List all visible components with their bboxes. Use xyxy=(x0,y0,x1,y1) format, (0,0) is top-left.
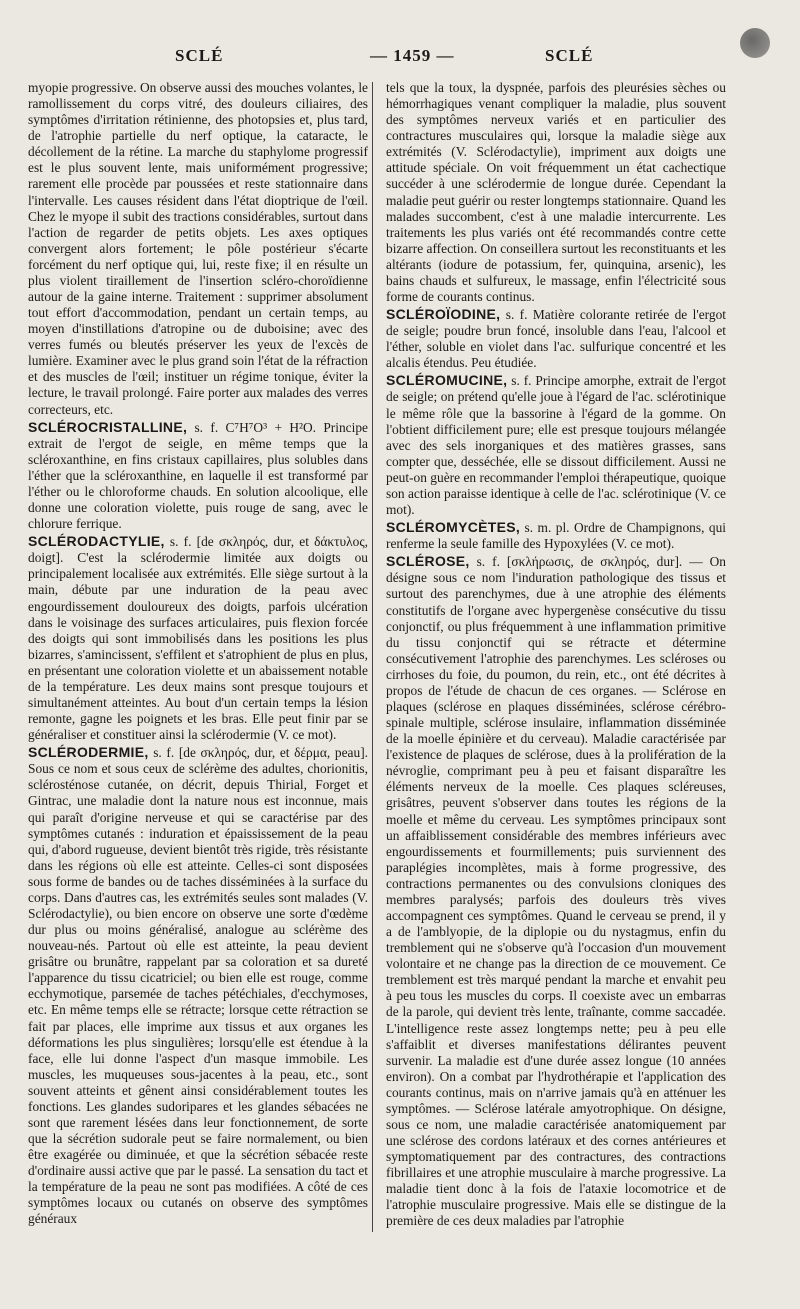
entry-headword: SCLÉROCRISTALLINE, xyxy=(28,418,188,435)
entry-text: s. f. Principe amorphe, extrait de l'ergot de seigle; on prétend qu'elle joue à l'égard de l'ac. sclérotinique le même rôle que la bassorine à l'égard de la gomme. On l'obtient difficilement pure; elle est presque toujours mélangée avec des sels inorganiques et des matières grasses, sans compter que, desséchée, elle se dissout difficilement. Aussi ne peut-on guère en recommander l'emploi thérapeutique, quoique son action paraisse identique à celle de l'ac. sclérotinique (V. ce mot). xyxy=(386,373,726,518)
entry-headword: SCLÉRODACTYLIE, xyxy=(28,533,165,550)
entry-headword: SCLÉROMYCÈTES, xyxy=(386,519,521,536)
paragraph-myopie xyxy=(28,80,368,418)
entry-headword: SCLÉROMUCINE, xyxy=(386,372,508,389)
entry-sclerocristalline xyxy=(28,419,368,533)
entry-sclerodactylie xyxy=(28,533,368,743)
entry-text: tels que la toux, la dyspnée, parfois des pleurésies sèches ou hémorrhagiques venant compliquer la maladie, plus souvent des symptômes nerveux variés et en particulier des contractures musculaires qui, lorsque la maladie siège aux extrémités (V. Sclérodactylie), impriment aux doigts une attitude spéciale. On voit fréquemment un état cachectique succéder à une sclérodermie de longue durée. Cependant la maladie peut guérir ou rester longtemps stationnaire. Quand les malades succombent, c'est à une maladie intercurrente. Les traitements les plus variés ont été recommandés contre cette bizarre affection. On conseillera surtout les reconstituants et les altérants (iodure de potassium, fer, quinquina, arsenic), les bains chauds et sulfureux, le massage, enfin l'électricité sous forme de courants continus. xyxy=(386,80,726,305)
column-divider xyxy=(372,82,373,1232)
entry-scleroiodine xyxy=(386,306,726,371)
header-right-word: SCLÉ xyxy=(545,46,594,65)
entry-headword: SCLÉROÏODINE, xyxy=(386,306,501,323)
paragraph-sclerodermie-cont xyxy=(386,80,726,305)
header-left-word: SCLÉ xyxy=(175,46,224,65)
entry-text: s. f. [de σκληρός, dur, et δάκτυλος, doigt]. C'est la sclérodermie limitée aux doigts ou principalement localisée aux extrémités. Elle siège surtout à la main, débute par une induration de la peau avec engourdissement douloureux des doigts, parfois ulcération dans le voisinage des surfaces articulaires, puis flexion forcée des doigts qui sont immobilisés dans les positions les plus bizarres, s'amincissent, s'effilent et s'atrophient de plus en plus, en présentant une coloration violette et un abaissement notable de la température. Les deux mains sont presque toujours et simultanément atteintes. Au bout d'un certain temps la lésion remonte, gagne les poignets et les bras. Elle peut finir par se généraliser et constituer ainsi la sclérodermie (V. ce mot). xyxy=(28,534,368,743)
entry-text: s. f. [de σκληρός, dur, et δέρμα, peau]. Sous ce nom et sous ceux de sclérème des adultes, chorionitis, sclérosténose cutanée, on décrit, depuis Thirial, Forget et Gintrac, une maladie dont la nature nous est inconnue, mais qui paraît d'origine nerveuse et qui se caractérise par des symptômes cutanés : induration et épaississement de la peau qui, d'abord rugueuse, devient bientôt très rigide, très résistante dans les régions où elle est atteinte. Celles-ci sont disposées sous forme de bandes ou de taches disséminées à la surface du corps. Dans d'autres cas, les extrémités seules sont malades (V. Sclérodactylie), ou bien encore on observe une sorte d'œdème dur plus ou moins généralisé, analogue au sclérème des nouveau-nés. Partout où elle est atteinte, la peau devient grisâtre ou brunâtre, rappelant par sa coloration et sa dureté l'apparence du tissu cicatriciel; ou bien elle est rouge, comme ecchymotique, parsemée de taches pétéchiales, d'ecchymoses, etc. En même temps elle se rétracte; lorsque cette rétraction se fait par places, elle imprime aux tissus et aux organes les déformations les plus singulières; lorsqu'elle est étendue à la face, elle lui donne l'aspect d'un masque immobile. Les muscles, les muqueuses sous-jacentes à la peau, etc., sont souvent atteints et gênent ainsi considérablement toutes les fonctions. Les glandes sudoripares et les glandes sébacées ne sont que rarement lésées dans leur fonctionnement, de sorte que la sécrétion sudorale peut se faire normalement, ou bien être exagérée ou diminuée, et que la sécrétion sébacée reste d'ordinaire aussi active que par le passé. La sensation du tact et la température de la peau ne sont pas modifiées. A côté de ces symptômes locaux ou cutanés on observe des symptômes généraux xyxy=(28,745,368,1227)
entry-sclerose xyxy=(386,553,726,1229)
entry-headword: SCLÉRODERMIE, xyxy=(28,744,149,761)
entry-text: s. f. Matière colorante retirée de l'ergot de seigle; poudre brun foncé, insoluble dans l'eau, l'alcool et l'éther, soluble en violet dans l'ac. sulfurique concentré et les alcalis étendus. Peu étudiée. xyxy=(386,307,726,371)
entry-scleromucine xyxy=(386,372,726,518)
entry-text: s. f. C⁷H⁷O³ + H²O. Principe extrait de l'ergot de seigle, en même temps que la scléroxanthine, en fins cristaux capillaires, plus solubles dans l'éther que la scléroxanthine, en laquelle il est transformé par l'éther ou le chloroforme chauds. En solution alcoolique, elle donne une coloration violette, puis rouge de sang, avec le chlorure ferrique. xyxy=(28,419,368,532)
page-number: — 1459 — xyxy=(370,46,455,65)
entry-text: s. f. [σκλήρωσις, de σκληρός, dur]. — On désigne sous ce nom l'induration pathologique des tissus et surtout des parenchymes, due à une atrophie des éléments constitutifs de l'organe avec hypergenèse consécutive du tissu conjonctif, ou plus fréquemment à une inflammation primitive du tissu conjonctif qui se rétracte et détermine consécutivement l'atrophie des parenchymes. Les scléroses ou cirrhoses du foie, du poumon, du rein, etc., ont été décrites à propos de l'étude de chacun de ces organes. — Sclérose en plaques (sclérose en plaques disséminées, sclérose cérébro-spinale multiple, sclérose insulaire, inflammation disséminée de la moelle épinière et du cerveau). Maladie caractérisée par l'existence de plaques de sclérose, dues à la prolifération de la névroglie, comprimant peu à peu et faisant disparaître les éléments nerveux de la moelle. Ces plaques scléreuses, grisâtres, peuvent s'observer dans toutes les régions de la moelle et même du cerveau. Les symptômes principaux sont un affaiblissement considérable des membres inférieurs avec engourdissements et fourmillements; puis surviennent des paraplégies incomplètes, mais à forme progressive, des contractions permanentes ou des convulsions cloniques des membres paralysés; parfois des douleurs très vives accompagnent ces symptômes. Quand le cerveau se prend, il y a de l'amblyopie, de la diplopie ou du nystagmus, enfin du tremblement qui ne s'observe qu'à l'occasion d'un mouvement volontaire et ne change pas la direction de ce mouvement. Ce tremblement est très marqué pendant la marche et envahit peu à peu tous les muscles du corps. Il coexiste avec un embarras de la parole, qui devient très lente, traînante, comme saccadée. L'intelligence reste assez longtemps nette; peu à peu elle s'affaiblit et diverses manifestations délirantes peuvent survenir. La maladie est d'une durée assez longue (10 années environ). On a combat par l'hydrothérapie et l'application des courants continus, mais on n'arrive jamais qu'à en atténuer les symptômes. — Sclérose latérale amyotrophique. On désigne, sous ce nom, une maladie caractérisée anatomiquement par une sclérose des cordons latéraux et des cornes antérieures et symptomatiquement par des contractures, des contractions fibrillaires et une atrophie musculaire à marche progressive. La maladie tient donc à la fois de l'ataxie locomotrice et de l'atrophie musculaire progressive. Mais elle se distingue de la première de ces deux maladies par l'atrophie xyxy=(386,554,726,1229)
entry-sclerodermie xyxy=(28,744,368,1227)
right-column xyxy=(386,80,726,1230)
entry-headword: SCLÉROSE, xyxy=(386,553,470,570)
running-header xyxy=(0,46,800,76)
entry-scleromycetes xyxy=(386,519,726,552)
entry-text: myopie progressive. On observe aussi des mouches volantes, le ramollissement du corps vitré, des douleurs ciliaires, des symptômes d'irritation rétinienne, des photopsies et, plus tard, de l'atrophie partielle du nerf optique, la cataracte, le décollement de la rétine. La marche du staphylome progressif est le plus souvent lente, mais uniformément progressive; rarement elle procède par poussées et reste stationnaire dans l'intervalle. Les causes résident dans l'état dioptrique de l'œil. Chez le myope il subit des tractions considérables, surtout dans l'action de regarder de petits objets. Les axes optiques convergent alors fortement; le pôle postérieur s'écarte forcément du nerf optique qui, lui, reste fixe; il en résulte un plus violent tiraillement de l'insertion scléro-choroïdienne autour de la gaine interne. Traitement : supprimer absolument tout effort d'accommodation, pendant un certain temps, au moyen d'instillations d'atropine ou de duboisine; avec des verres fumés ou bleutés préserver les yeux de l'excès de lumière. Examiner avec le plus grand soin l'état de la réfraction et des muscles de l'œil; instituer un régime tonique, éviter la lecture, le travail prolongé. Faire porter aux malades des verres correcteurs, etc. xyxy=(28,80,368,417)
entry-text: s. m. pl. Ordre de Champignons, qui renferme la seule famille des Hypoxylées (V. ce mot). xyxy=(386,520,726,552)
left-column xyxy=(28,80,368,1228)
